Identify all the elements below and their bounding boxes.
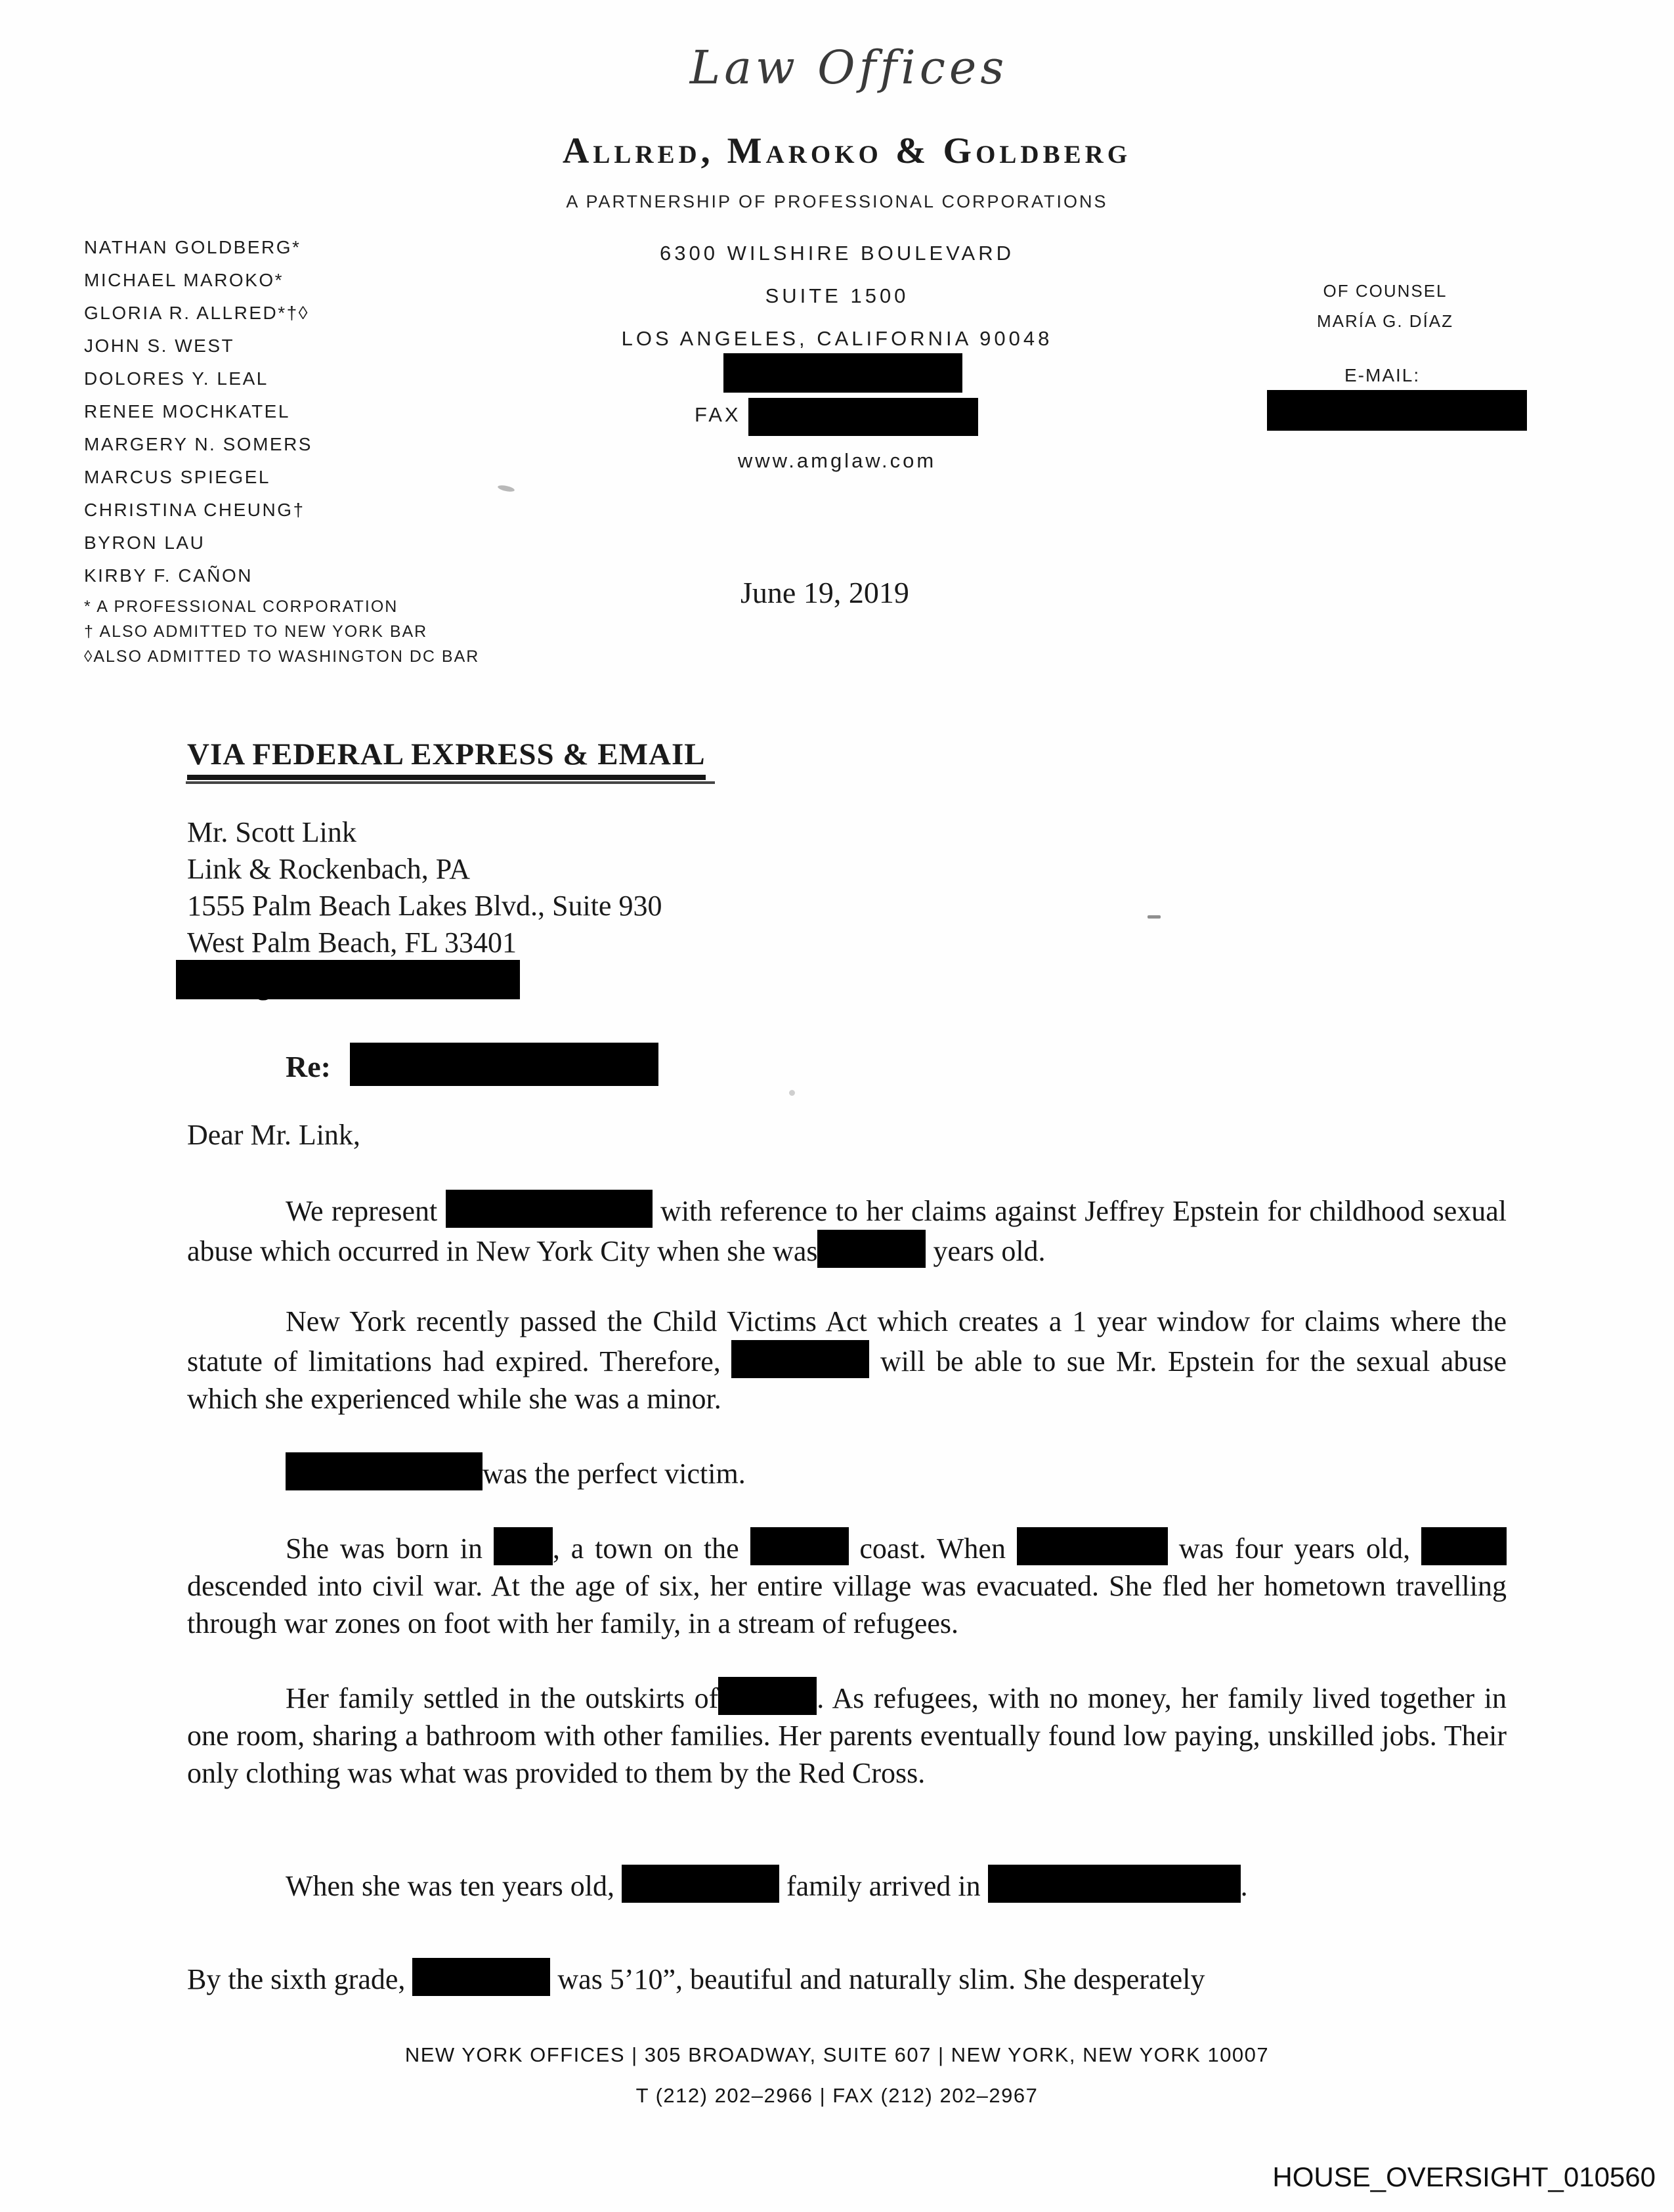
body-text: with reference to her claims against Jeffrey Epstein for childhood sexual abuse which occurred in New York City when she was xyxy=(187,1195,1507,1267)
attorney-footnote-list xyxy=(84,594,479,669)
body-paragraph xyxy=(187,1527,1507,1642)
redaction-bar xyxy=(1017,1527,1168,1565)
body-text: . As refugees, with no money, her family lived together in one room, sharing a bathroom with other families. Her parents eventually found low paying, unskilled jobs. Their only clothing was what was provided to them by the Red Cross. xyxy=(187,1682,1507,1789)
recipient-address-block xyxy=(187,814,662,961)
body-text: When she was ten years old, xyxy=(286,1870,622,1902)
body-text: was the perfect victim. xyxy=(483,1458,746,1490)
salutation: Dear Mr. Link, xyxy=(187,1119,360,1151)
redaction-bar xyxy=(286,1452,483,1490)
redaction-bar xyxy=(1421,1527,1507,1565)
body-paragraph xyxy=(187,1303,1507,1418)
letter-date: June 19, 2019 xyxy=(740,576,909,609)
bates-number: HOUSE_OVERSIGHT_010560 xyxy=(1272,2161,1656,2192)
firm-website-url: www.amglaw.com xyxy=(737,449,937,472)
firm-name: Allred, Maroko & Goldberg xyxy=(562,131,1132,171)
body-paragraph xyxy=(187,1452,1507,1492)
body-text: was four years old, xyxy=(1167,1532,1422,1565)
law-offices-script-title: Law Offices xyxy=(689,41,1008,95)
attorney-name: RENEE MOCHKATEL xyxy=(84,401,290,422)
redaction-fax-number xyxy=(748,398,978,436)
body-text: years old. xyxy=(926,1235,1046,1267)
attorney-footnote: ◊ALSO ADMITTED TO WASHINGTON DC BAR xyxy=(84,647,480,666)
footer-ny-office-line: NEW YORK OFFICES | 305 BROADWAY, SUITE 607 | NEW YORK, NEW YORK 10007 xyxy=(404,2043,1270,2066)
redaction-email-address xyxy=(1267,390,1527,431)
body-text: New York recently passed the Child Victims Act which creates a 1 year window for claims where the statute of limitations had expired. Therefore, xyxy=(187,1305,1507,1377)
re-label: Re: xyxy=(286,1050,331,1083)
attorney-name: KIRBY F. CAÑON xyxy=(84,565,253,586)
attorney-name: JOHN S. WEST xyxy=(84,336,235,356)
firm-address-suite: SUITE 1500 xyxy=(765,284,909,307)
body-paragraph xyxy=(187,1677,1507,1792)
of-counsel-name: MARÍA G. DÍAZ xyxy=(1316,311,1454,331)
recipient-address-line: Mr. Scott Link xyxy=(187,816,356,848)
redaction-bar xyxy=(750,1527,849,1565)
attorney-name: MARGERY N. SOMERS xyxy=(84,434,312,454)
redaction-re-subject xyxy=(350,1043,658,1086)
scan-artifact xyxy=(497,484,515,492)
attorney-name: MARCUS SPIEGEL xyxy=(84,467,270,487)
attorney-footnote: † ALSO ADMITTED TO NEW YORK BAR xyxy=(84,622,428,641)
redaction-bar xyxy=(718,1677,817,1715)
body-text: . xyxy=(1240,1870,1248,1902)
body-text: We represent xyxy=(286,1195,446,1227)
redaction-bar xyxy=(412,1958,550,1996)
body-paragraph xyxy=(187,1958,1507,1998)
body-text: By the sixth grade, xyxy=(187,1963,413,1995)
recipient-address-line: West Palm Beach, FL 33401 xyxy=(187,926,517,959)
firm-address-street: 6300 WILSHIRE BOULEVARD xyxy=(660,242,1014,265)
redaction-bar xyxy=(988,1865,1241,1903)
redaction-phone-number xyxy=(723,353,962,393)
attorney-name: DOLORES Y. LEAL xyxy=(84,368,268,389)
redaction-bar xyxy=(731,1340,869,1378)
scan-artifact xyxy=(789,1090,795,1096)
scan-artifact xyxy=(1148,915,1161,919)
footer-phone-fax-line: T (212) 202–2966 | FAX (212) 202–2967 xyxy=(635,2084,1039,2107)
body-paragraph xyxy=(187,1865,1507,1905)
redaction-bar xyxy=(817,1230,926,1268)
of-counsel-label: OF COUNSEL xyxy=(1323,281,1448,301)
body-text: will be able to sue Mr. Epstein for the sexual abuse which she experienced while she was a minor. xyxy=(187,1345,1507,1415)
redaction-bar xyxy=(494,1527,553,1565)
redaction-bar xyxy=(446,1190,653,1228)
body-text: Her family settled in the outskirts of xyxy=(286,1682,719,1714)
delivery-method-line: VIA FEDERAL EXPRESS & EMAIL xyxy=(187,737,706,780)
email-label: E-MAIL: xyxy=(1344,365,1421,385)
body-text: She was born in xyxy=(286,1532,494,1565)
body-text: family arrived in xyxy=(779,1870,988,1902)
attorney-name: NATHAN GOLDBERG* xyxy=(84,237,301,257)
attorney-name: CHRISTINA CHEUNG† xyxy=(84,500,305,520)
redaction-bar xyxy=(622,1865,779,1903)
body-text: descended into civil war. At the age of six, her entire village was evacuated. She fled her hometown travelling through war zones on foot with her family, in a stream of refugees. xyxy=(187,1570,1507,1639)
firm-address-city: LOS ANGELES, CALIFORNIA 90048 xyxy=(621,327,1053,350)
attorney-footnote: * A PROFESSIONAL CORPORATION xyxy=(84,597,398,616)
body-paragraph xyxy=(187,1190,1507,1270)
partnership-line: A PARTNERSHIP OF PROFESSIONAL CORPORATIONS xyxy=(566,192,1108,211)
recipient-address-line: 1555 Palm Beach Lakes Blvd., Suite 930 xyxy=(187,890,662,922)
body-text: coast. When xyxy=(848,1532,1017,1565)
of-counsel-block xyxy=(1316,276,1454,336)
attorney-name: GLORIA R. ALLRED*†◊ xyxy=(84,303,310,323)
attorney-name: BYRON LAU xyxy=(84,532,205,553)
body-text: , a town on the xyxy=(552,1532,750,1565)
attorney-name: MICHAEL MAROKO* xyxy=(84,270,284,290)
body-text: was 5’10”, beautiful and naturally slim. She desperately xyxy=(550,1963,1205,1995)
recipient-address-line: Link & Rockenbach, PA xyxy=(187,853,470,885)
fax-label: FAX xyxy=(695,403,741,426)
redaction-recipient-email xyxy=(176,960,520,999)
